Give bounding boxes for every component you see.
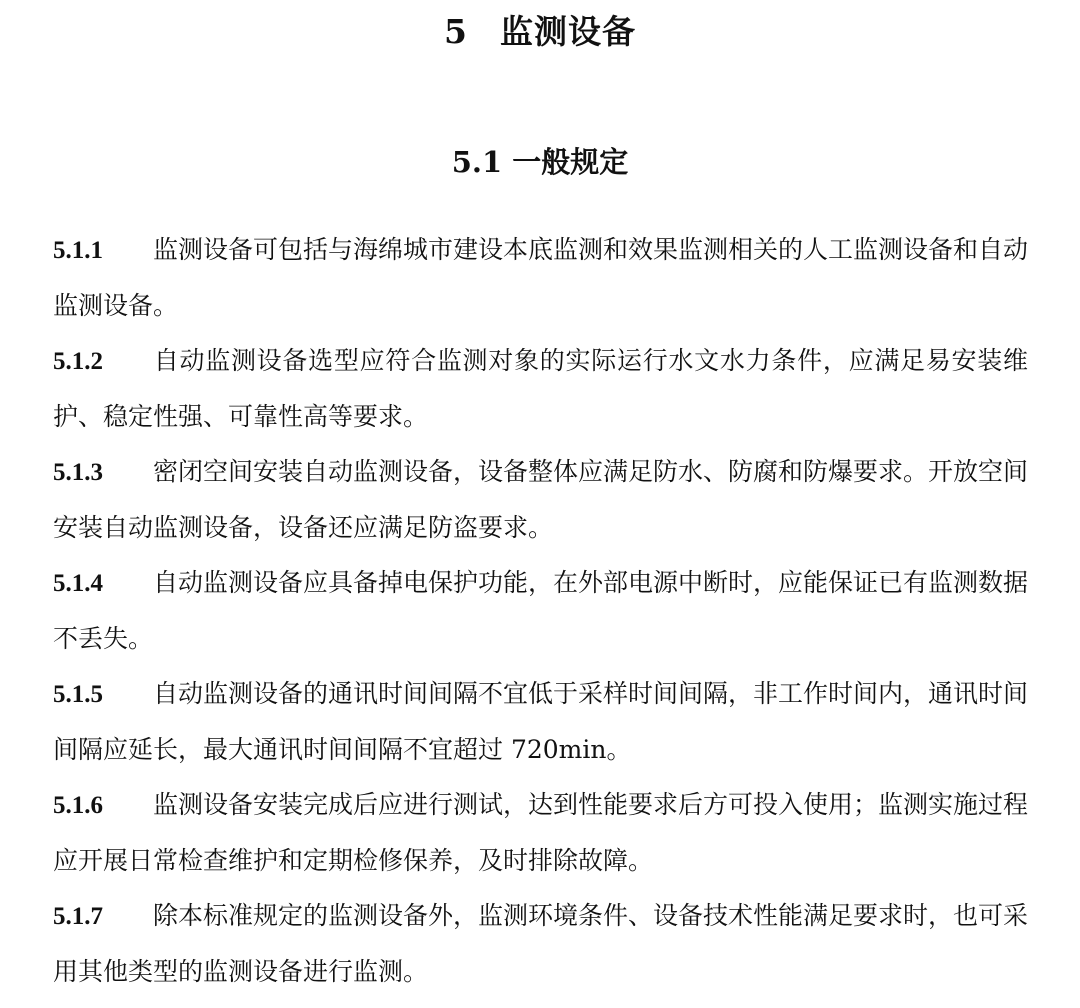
clause-number: 5.1.5 xyxy=(53,681,103,708)
section-heading: 5.1 一般规定 xyxy=(451,145,629,179)
clause-text: 自动监测设备应具备掉电保护功能，在外部电源中断时，应能保证已有监测数据不丢失。 xyxy=(53,568,1029,653)
clause-list xyxy=(53,222,1028,999)
clause-5-1-2 xyxy=(53,333,1028,444)
chapter-heading xyxy=(0,8,1080,56)
clause-number: 5.1.7 xyxy=(53,903,103,930)
chapter-title: 监测设备 xyxy=(499,12,636,51)
clause-text: 密闭空间安装自动监测设备，设备整体应满足防水、防腐和防爆要求。开放空间安装自动监测设备，设备还应满足防盗要求。 xyxy=(53,457,1029,542)
clause-text: 监测设备可包括与海绵城市建设本底监测和效果监测相关的人工监测设备和自动监测设备。 xyxy=(53,235,1029,320)
clause-number: 5.1.3 xyxy=(53,459,103,486)
clause-text: 自动监测设备选型应符合监测对象的实际运行水文水力条件，应满足易安装维护、稳定性强、可靠性高等要求。 xyxy=(53,346,1028,431)
clause-5-1-7 xyxy=(53,888,1028,999)
clause-5-1-4 xyxy=(53,555,1028,666)
clause-number: 5.1.6 xyxy=(53,792,103,819)
clause-number: 5.1.2 xyxy=(53,348,103,375)
clause-5-1-1 xyxy=(53,222,1028,333)
chapter-number: 5 xyxy=(444,12,468,51)
clause-5-1-6 xyxy=(53,777,1028,888)
clause-text: 监测设备安装完成后应进行测试，达到性能要求后方可投入使用；监测实施过程应开展日常检查维护和定期检修保养，及时排除故障。 xyxy=(53,790,1029,875)
clause-5-1-3 xyxy=(53,444,1028,555)
clause-5-1-5 xyxy=(53,666,1028,777)
clause-number: 5.1.4 xyxy=(53,570,103,597)
clause-text: 自动监测设备的通讯时间间隔不宜低于采样时间间隔，非工作时间内，通讯时间间隔应延长，最大通讯时间间隔不宜超过 720min。 xyxy=(53,679,1029,764)
clause-text: 除本标准规定的监测设备外，监测环境条件、设备技术性能满足要求时，也可采用其他类型的监测设备进行监测。 xyxy=(53,901,1029,986)
clause-number: 5.1.1 xyxy=(53,237,103,264)
